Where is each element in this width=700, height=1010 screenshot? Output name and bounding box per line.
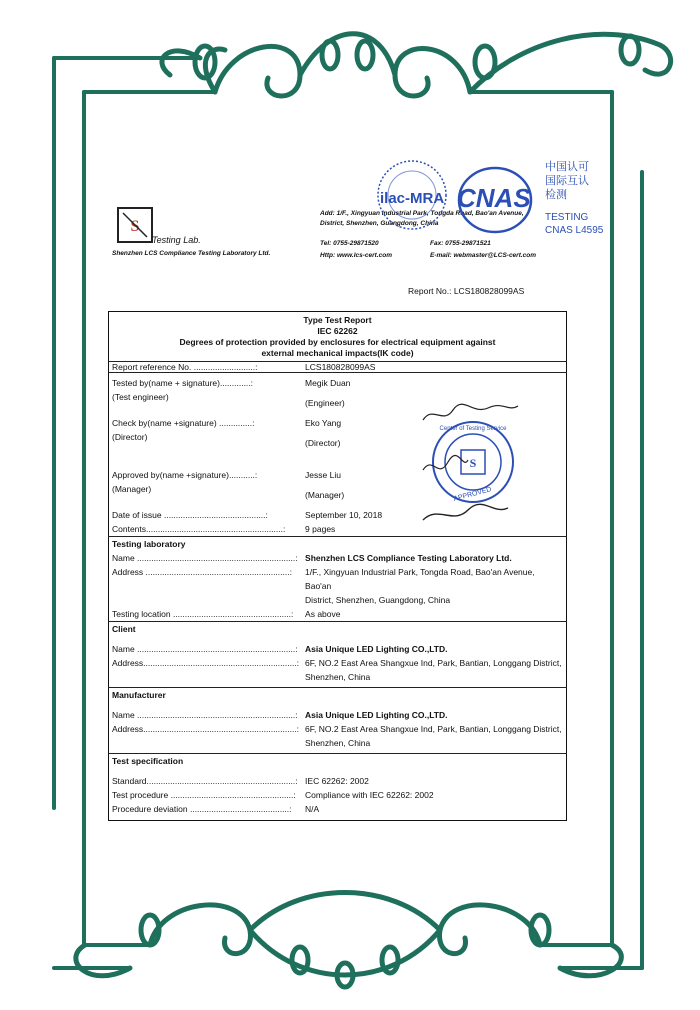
testing-lab-heading: Testing laboratory bbox=[112, 539, 186, 549]
svg-text:S: S bbox=[469, 456, 477, 470]
manufacturer-address-1: 6F, NO.2 East Area Shangxue Ind, Park, Bantian, Longgang District, bbox=[305, 724, 562, 734]
address-line2: District, Shenzhen, Guangdong, China bbox=[320, 220, 439, 227]
lab-address-row bbox=[109, 565, 567, 607]
signature-manager bbox=[423, 504, 508, 520]
manufacturer-heading-row bbox=[109, 688, 567, 709]
check-label: Check by(name +signature) ..............: bbox=[112, 418, 255, 428]
check-sub: (Director) bbox=[112, 432, 148, 442]
procedure-value: Compliance with IEC 62262: 2002 bbox=[305, 790, 434, 800]
approved-name: Jesse Liu bbox=[305, 470, 341, 480]
tested-sub: (Test engineer) bbox=[112, 392, 169, 402]
report-title: Type Test Report bbox=[303, 315, 372, 325]
manufacturer-name-label: Name ...................................................................: bbox=[112, 710, 298, 720]
testing-location-value: As above bbox=[302, 607, 566, 622]
standard-value: IEC 62262: 2002 bbox=[305, 776, 369, 786]
approved-role: (Manager) bbox=[305, 490, 345, 500]
procedure-row bbox=[109, 788, 567, 802]
test-spec-heading-row bbox=[109, 754, 567, 775]
ilac-mra-logo: ilac-MRA bbox=[380, 190, 445, 207]
lab-address-2: District, Shenzhen, Guangdong, China bbox=[305, 595, 451, 605]
client-name-label: Name ...................................................................: bbox=[112, 644, 298, 654]
website: Http: www.lcs-cert.com bbox=[320, 252, 392, 259]
lab-name: Shenzhen LCS Compliance Testing Laboratory Ltd. bbox=[112, 250, 271, 257]
lab-name-label: Name ...................................................................: bbox=[112, 553, 298, 563]
report-subject: Degrees of protection provided by enclosures for electrical equipment against bbox=[179, 337, 496, 347]
lcs-logo-icon bbox=[117, 207, 153, 243]
manufacturer-address-2: Shenzhen, China bbox=[305, 738, 371, 748]
lab-tag: Testing Lab. bbox=[152, 235, 201, 245]
cn-accredit-3: 检测 bbox=[545, 189, 567, 201]
tested-label: Tested by(name + signature).............: bbox=[112, 378, 254, 388]
tested-name: Megik Duan bbox=[305, 378, 351, 388]
ref-label: Report reference No. ..........................: bbox=[109, 362, 303, 373]
manufacturer-address-label: Address.................................................................: bbox=[109, 722, 303, 754]
svg-text:S: S bbox=[130, 218, 140, 235]
cnas-testing: TESTING bbox=[545, 212, 589, 223]
manufacturer-name-row bbox=[109, 708, 567, 722]
procedure-label: Test procedure ....................................................: bbox=[112, 790, 296, 800]
contents-value: 9 pages bbox=[302, 522, 566, 537]
standard-row bbox=[109, 774, 567, 788]
check-name: Eko Yang bbox=[305, 418, 342, 428]
standard-label: Standard...............................................................: bbox=[112, 776, 298, 786]
lab-name-value: Shenzhen LCS Compliance Testing Laboratory Ltd. bbox=[305, 553, 512, 563]
report-standard: IEC 62262 bbox=[317, 326, 358, 336]
client-heading: Client bbox=[112, 624, 136, 634]
ref-value: LCS180828099AS bbox=[302, 362, 566, 373]
report-table bbox=[108, 311, 567, 821]
report-number: Report No.: LCS180828099AS bbox=[408, 286, 525, 296]
testing-lab-heading-row bbox=[109, 537, 567, 552]
test-spec-heading: Test specification bbox=[112, 756, 184, 766]
lab-logo bbox=[112, 205, 312, 265]
seal-circle-text: Center of Testing Service bbox=[439, 426, 507, 432]
approved-sub: (Manager) bbox=[112, 484, 152, 494]
deviation-row bbox=[109, 802, 567, 821]
approval-seal bbox=[418, 400, 528, 530]
tel: Tel: 0755-29871520 bbox=[320, 240, 379, 247]
approved-label: Approved by(name +signature)...........: bbox=[112, 470, 258, 480]
address-line1: Add: 1/F., Xingyuan Industrial Park, Tongda Road, Bao'an Avenue, bbox=[320, 210, 524, 217]
client-address-2: Shenzhen, China bbox=[305, 672, 371, 682]
cn-accredit-1: 中国认可 bbox=[545, 161, 589, 173]
email: E-mail: webmaster@LCS-cert.com bbox=[430, 252, 537, 259]
cnas-number: CNAS L4595 bbox=[545, 225, 604, 236]
client-heading-row bbox=[109, 622, 567, 643]
lab-name-row bbox=[109, 551, 567, 565]
lab-address-label: Address .............................................................: bbox=[112, 567, 292, 577]
cnas-logo: CNAS bbox=[457, 183, 531, 213]
client-address-1: 6F, NO.2 East Area Shangxue Ind, Park, Bantian, Longgang District, bbox=[305, 658, 562, 668]
manufacturer-heading: Manufacturer bbox=[112, 690, 166, 700]
deviation-label: Procedure deviation ..........................................: bbox=[112, 804, 292, 814]
date-label: Date of issue ...........................................: bbox=[112, 510, 268, 520]
lab-address-1: 1/F., Xingyuan Industrial Park, Tongda Road, Bao'an Avenue, Bao'an bbox=[305, 567, 535, 591]
date-value: September 10, 2018 bbox=[305, 510, 383, 520]
testing-location-row bbox=[109, 607, 567, 622]
ref-row bbox=[109, 362, 567, 373]
client-address-row bbox=[109, 656, 567, 688]
client-address-label: Address.................................................................: bbox=[109, 656, 303, 688]
deviation-value: N/A bbox=[305, 804, 320, 814]
check-role: (Director) bbox=[305, 438, 341, 448]
client-name-value: Asia Unique LED Lighting CO.,LTD. bbox=[305, 644, 448, 654]
report-title-row bbox=[109, 312, 567, 362]
cn-accredit-2: 国际互认 bbox=[545, 175, 589, 187]
contents-label: Contents..........................................................: bbox=[109, 522, 303, 537]
report-subject-2: external mechanical impacts(IK code) bbox=[261, 348, 414, 358]
signature-engineer bbox=[423, 404, 518, 420]
client-name-row bbox=[109, 642, 567, 656]
testing-location-label: Testing location ..................................................: bbox=[109, 607, 303, 622]
manufacturer-address-row bbox=[109, 722, 567, 754]
manufacturer-name-value: Asia Unique LED Lighting CO.,LTD. bbox=[305, 710, 448, 720]
seal-approved-text: APPROVED bbox=[452, 486, 493, 503]
tested-role: (Engineer) bbox=[305, 398, 345, 408]
fax: Fax: 0755-29871521 bbox=[430, 240, 491, 247]
